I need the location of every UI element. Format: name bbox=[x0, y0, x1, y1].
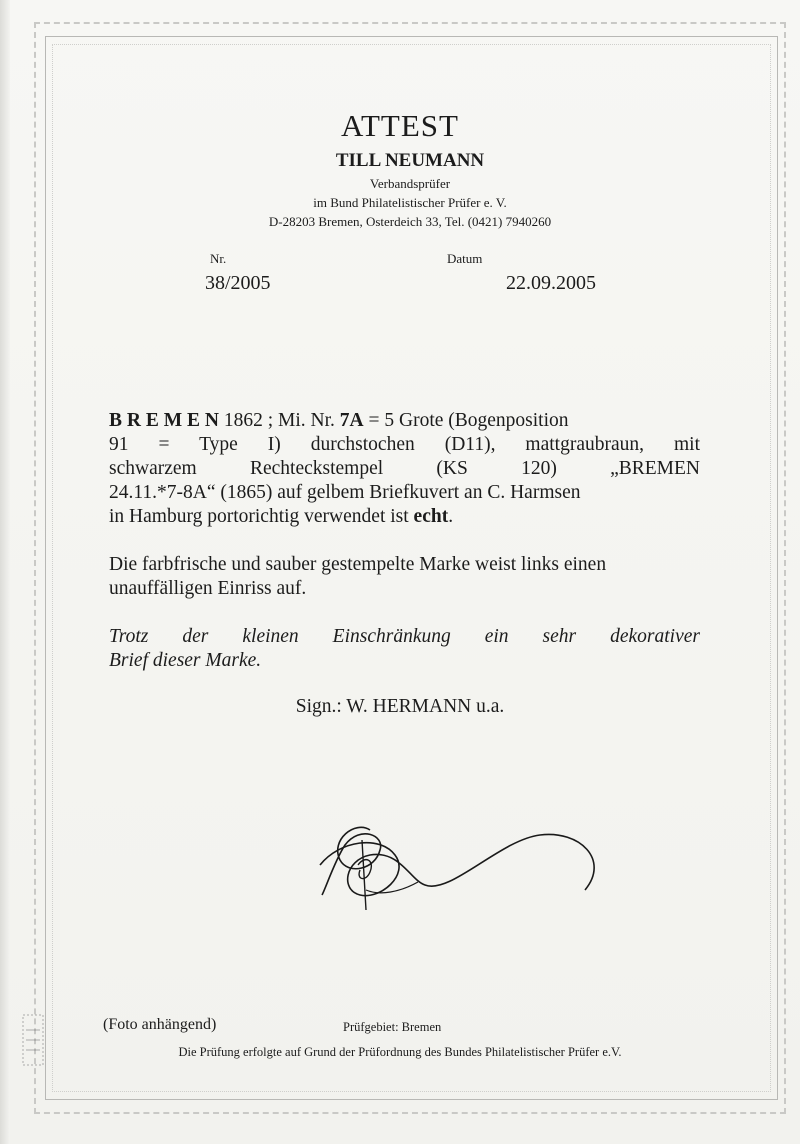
remark-line-1: Trotz der kleinen Einschränkung ein sehr dekorativer bbox=[109, 626, 700, 647]
body-line-5: in Hamburg portorichtig verwendet ist echt. bbox=[109, 506, 454, 527]
examiner-role: Verbandsprüfer bbox=[369, 176, 451, 191]
bremen-heading: B R E M E N bbox=[109, 410, 219, 431]
body-line-2: 91 = Type I) durchstochen (D11), mattgraubraun, mit bbox=[109, 434, 700, 455]
catalog-number: 7A bbox=[339, 410, 364, 431]
certificate-number: 38/2005 bbox=[205, 272, 271, 294]
photo-attached-note: (Foto anhängend) bbox=[103, 1016, 217, 1033]
condition-line-1: Die farbfrische und sauber gestempelte Marke weist links einen bbox=[109, 554, 607, 575]
body-line-1: B R E M E N 1862 ; Mi. Nr. 7A = 5 Grote (Bogenposition bbox=[109, 410, 569, 431]
condition-line-2: unauffälligen Einriss auf. bbox=[109, 578, 307, 599]
body-line-3: schwarzem Rechteckstempel (KS 120) „BREMEN bbox=[109, 458, 700, 479]
examiner-name: TILL NEUMANN bbox=[335, 150, 485, 171]
remark-line-2: Brief dieser Marke. bbox=[109, 650, 262, 671]
examination-area: Prüfgebiet: Bremen bbox=[343, 1020, 442, 1034]
document-title: ATTEST bbox=[341, 108, 459, 143]
date-label: Datum bbox=[447, 251, 483, 266]
examiner-address: D-28203 Bremen, Osterdeich 33, Tel. (0421) 7940260 bbox=[268, 214, 552, 229]
verdict: echt bbox=[413, 506, 449, 527]
certificate-date: 22.09.2005 bbox=[506, 272, 596, 294]
examiner-association: im Bund Philatelistischer Prüfer e. V. bbox=[313, 195, 507, 210]
handwritten-signature bbox=[300, 800, 700, 930]
examination-regulation-note: Die Prüfung erfolgte auf Grund der Prüfordnung des Bundes Philatelistischer Prüfer e.V. bbox=[178, 1045, 622, 1059]
body-line-4: 24.11.*7-8A“ (1865) auf gelbem Briefkuvert an C. Harmsen bbox=[109, 482, 581, 503]
number-label: Nr. bbox=[210, 251, 227, 266]
partial-stamp-mark bbox=[20, 1010, 46, 1070]
prior-signatures: Sign.: W. HERMANN u.a. bbox=[295, 696, 505, 717]
